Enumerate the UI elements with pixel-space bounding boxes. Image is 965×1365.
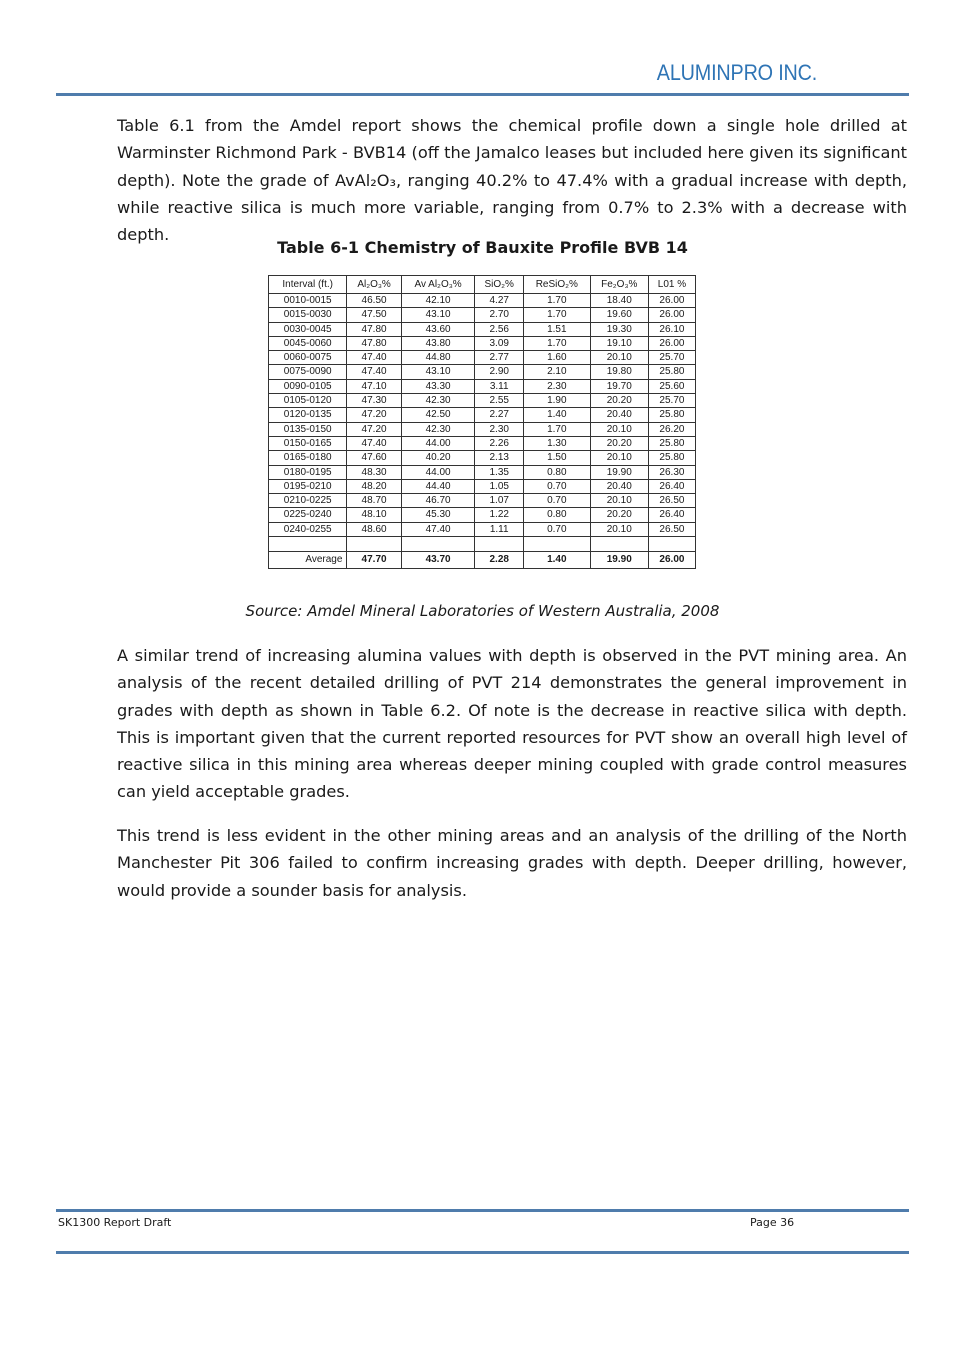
table-cell: 1.30 [524,436,591,450]
table-row [269,322,696,336]
table-cell: 46.70 [401,494,475,508]
table-source: Source: Amdel Mineral Laboratories of Western Australia, 2008 [245,602,720,620]
table-cell: 47.40 [347,365,401,379]
table-cell: 43.70 [401,552,475,569]
table-cell: 43.10 [401,365,475,379]
table-row [269,408,696,422]
table-cell: 26.10 [648,322,695,336]
table-row [269,379,696,393]
table-cell: 47.40 [347,436,401,450]
empty-cell [524,537,591,552]
table-cell: 1.90 [524,394,591,408]
table-cell: 43.80 [401,336,475,350]
table-cell: 48.10 [347,508,401,522]
chemistry-table [268,275,696,569]
table-cell: 20.20 [590,394,648,408]
table-cell: 43.30 [401,379,475,393]
table-cell: 2.30 [475,422,524,436]
table-cell: 1.70 [524,422,591,436]
footer-page-number: Page 36 [750,1216,795,1229]
table-cell: 25.80 [648,365,695,379]
table-cell: 44.40 [401,479,475,493]
table-cell: 47.70 [347,552,401,569]
table-cell: 42.30 [401,422,475,436]
table-cell: 2.70 [475,308,524,322]
table-cell: 26.40 [648,508,695,522]
table-cell: 25.70 [648,351,695,365]
table-header-row [269,276,696,294]
table-cell: 2.90 [475,365,524,379]
empty-cell [401,537,475,552]
table-cell: 0180-0195 [269,465,347,479]
table-cell: 47.80 [347,322,401,336]
table-cell: 1.40 [524,408,591,422]
table-cell: 2.56 [475,322,524,336]
table-cell: 43.60 [401,322,475,336]
table-cell: 26.40 [648,479,695,493]
table-cell: 47.60 [347,451,401,465]
table-cell: 2.30 [524,379,591,393]
table-cell: 1.70 [524,294,591,308]
table-cell: 1.05 [475,479,524,493]
table-row [269,351,696,365]
table-cell: 48.30 [347,465,401,479]
table-cell: 1.11 [475,522,524,536]
table-cell: 0030-0045 [269,322,347,336]
table-row [269,336,696,350]
table-cell: 47.10 [347,379,401,393]
table-cell: 26.20 [648,422,695,436]
table-row [269,479,696,493]
table-cell: 1.35 [475,465,524,479]
column-header: Al₂O₃% [347,276,401,294]
table-cell: 44.80 [401,351,475,365]
company-header: ALUMINPRO INC. [656,60,817,85]
table-cell: 1.50 [524,451,591,465]
table-cell: 46.50 [347,294,401,308]
column-header: Fe₂O₃% [590,276,648,294]
table-cell: 20.40 [590,408,648,422]
table-cell: 0.80 [524,508,591,522]
table-cell: 47.50 [347,308,401,322]
table-cell: 0.70 [524,522,591,536]
table-cell: 20.10 [590,351,648,365]
table-cell: 26.00 [648,336,695,350]
empty-cell [347,537,401,552]
empty-cell [590,537,648,552]
table-cell: 0090-0105 [269,379,347,393]
paragraph-manchester: This trend is less evident in the other mining areas and an analysis of the drilling of the North Manchester Pit 306 failed to confirm increasing grades with depth. Deeper drilling, however, would provide a sounder basis for analysis. [117,826,907,900]
column-header: L01 % [648,276,695,294]
table-cell: 0060-0075 [269,351,347,365]
table-row [269,436,696,450]
table-cell: 25.60 [648,379,695,393]
column-header: Av Al₂O₃% [401,276,475,294]
table-cell: 19.90 [590,552,648,569]
table-cell: 1.51 [524,322,591,336]
table-cell: 40.20 [401,451,475,465]
table-cell: 19.70 [590,379,648,393]
table-cell: 47.20 [347,422,401,436]
footer-rule-bottom [56,1251,909,1254]
table-cell: 26.50 [648,522,695,536]
empty-cell [475,537,524,552]
table-row [269,422,696,436]
paragraph-intro: Table 6.1 from the Amdel report shows the chemical profile down a single hole drilled at Warminster Richmond Park - BVB14 (off the Jamalco leases but included here given its significant depth). Note the grade of AvAl₂O₃, ranging 40.2% to 47.4% with a gradual increase with depth, while reactive silica is much more variable, ranging from 0.7% to 2.3% with a decrease with depth. [117,116,907,245]
column-header: ReSiO₂% [524,276,591,294]
table-cell: 0.70 [524,479,591,493]
paragraph-pvt: A similar trend of increasing alumina values with depth is observed in the PVT mining area. An analysis of the recent detailed drilling of PVT 214 demonstrates the general improvement in grades with depth as shown in Table 6.2. Of note is the decrease in reactive silica with depth. This is important given that the current reported resources for PVT show an overall high level of reactive silica in this mining area whereas deeper mining coupled with grade control measures can yield acceptable grades. [117,646,907,802]
table-cell: 20.10 [590,522,648,536]
table-cell: 20.10 [590,451,648,465]
table-cell: 26.00 [648,308,695,322]
table-cell: 44.00 [401,465,475,479]
table-row [269,494,696,508]
table-cell: 0075-0090 [269,365,347,379]
table-cell: 1.07 [475,494,524,508]
table-cell: 1.40 [524,552,591,569]
table-cell: 25.80 [648,451,695,465]
table-cell: 0105-0120 [269,394,347,408]
table-row [269,365,696,379]
table-cell: 0165-0180 [269,451,347,465]
table-row [269,465,696,479]
table-cell: 2.77 [475,351,524,365]
table-row [269,394,696,408]
table-cell: 45.30 [401,508,475,522]
table-cell: 43.10 [401,308,475,322]
table-cell: 19.30 [590,322,648,336]
table-cell: 20.20 [590,508,648,522]
footer-rule-top [56,1209,909,1212]
table-cell: 0.70 [524,494,591,508]
table-body [269,294,696,569]
table-cell: 1.70 [524,308,591,322]
table-cell: 19.80 [590,365,648,379]
table-cell: 4.27 [475,294,524,308]
table-cell: 19.90 [590,465,648,479]
table-row [269,451,696,465]
table-cell: 1.60 [524,351,591,365]
table-cell: 42.30 [401,394,475,408]
table-row [269,294,696,308]
table-average-row [269,552,696,569]
table-cell: 20.20 [590,436,648,450]
table-cell: 2.27 [475,408,524,422]
table-row [269,308,696,322]
table-cell: 2.13 [475,451,524,465]
table-cell: 19.10 [590,336,648,350]
table-cell: 0225-0240 [269,508,347,522]
header-rule [56,93,909,96]
table-cell: 1.22 [475,508,524,522]
table-cell: 2.26 [475,436,524,450]
table-cell: 3.09 [475,336,524,350]
table-cell: 0120-0135 [269,408,347,422]
table-cell: 25.80 [648,436,695,450]
table-cell: 47.40 [347,351,401,365]
table-row [269,508,696,522]
table-cell: 47.40 [401,522,475,536]
table-cell: 20.10 [590,422,648,436]
table-cell: 2.28 [475,552,524,569]
table-cell: 18.40 [590,294,648,308]
table-cell: 48.60 [347,522,401,536]
table-cell: 47.30 [347,394,401,408]
empty-cell [648,537,695,552]
table-cell: 26.00 [648,552,695,569]
empty-cell [269,537,347,552]
table-cell: 26.30 [648,465,695,479]
table-cell: 3.11 [475,379,524,393]
table-cell: 48.70 [347,494,401,508]
table-cell: 25.80 [648,408,695,422]
footer-report-name: SK1300 Report Draft [58,1216,172,1229]
table-cell: 47.20 [347,408,401,422]
table-cell: 47.80 [347,336,401,350]
table-cell: 2.10 [524,365,591,379]
table-cell: 0210-0225 [269,494,347,508]
table-row [269,522,696,536]
table-cell: 20.10 [590,494,648,508]
table-cell: 44.00 [401,436,475,450]
table-spacer-row [269,537,696,552]
table-cell: 0195-0210 [269,479,347,493]
column-header: Interval (ft.) [269,276,347,294]
table-cell: 0.80 [524,465,591,479]
column-header: SiO₂% [475,276,524,294]
table-cell: 1.70 [524,336,591,350]
table-cell: 0135-0150 [269,422,347,436]
table-caption: Table 6-1 Chemistry of Bauxite Profile BVB 14 [277,238,688,257]
table-cell: 0010-0015 [269,294,347,308]
table-cell: 2.55 [475,394,524,408]
table-cell: 0150-0165 [269,436,347,450]
table-cell: 26.00 [648,294,695,308]
table-cell: 48.20 [347,479,401,493]
table-cell: 20.40 [590,479,648,493]
table-cell: 19.60 [590,308,648,322]
table-cell: 0240-0255 [269,522,347,536]
table-cell: 0015-0030 [269,308,347,322]
table-cell: 25.70 [648,394,695,408]
table-cell: 42.10 [401,294,475,308]
table-cell: 42.50 [401,408,475,422]
table-cell: 0045-0060 [269,336,347,350]
table-cell: 26.50 [648,494,695,508]
table-cell: Average [269,552,347,569]
